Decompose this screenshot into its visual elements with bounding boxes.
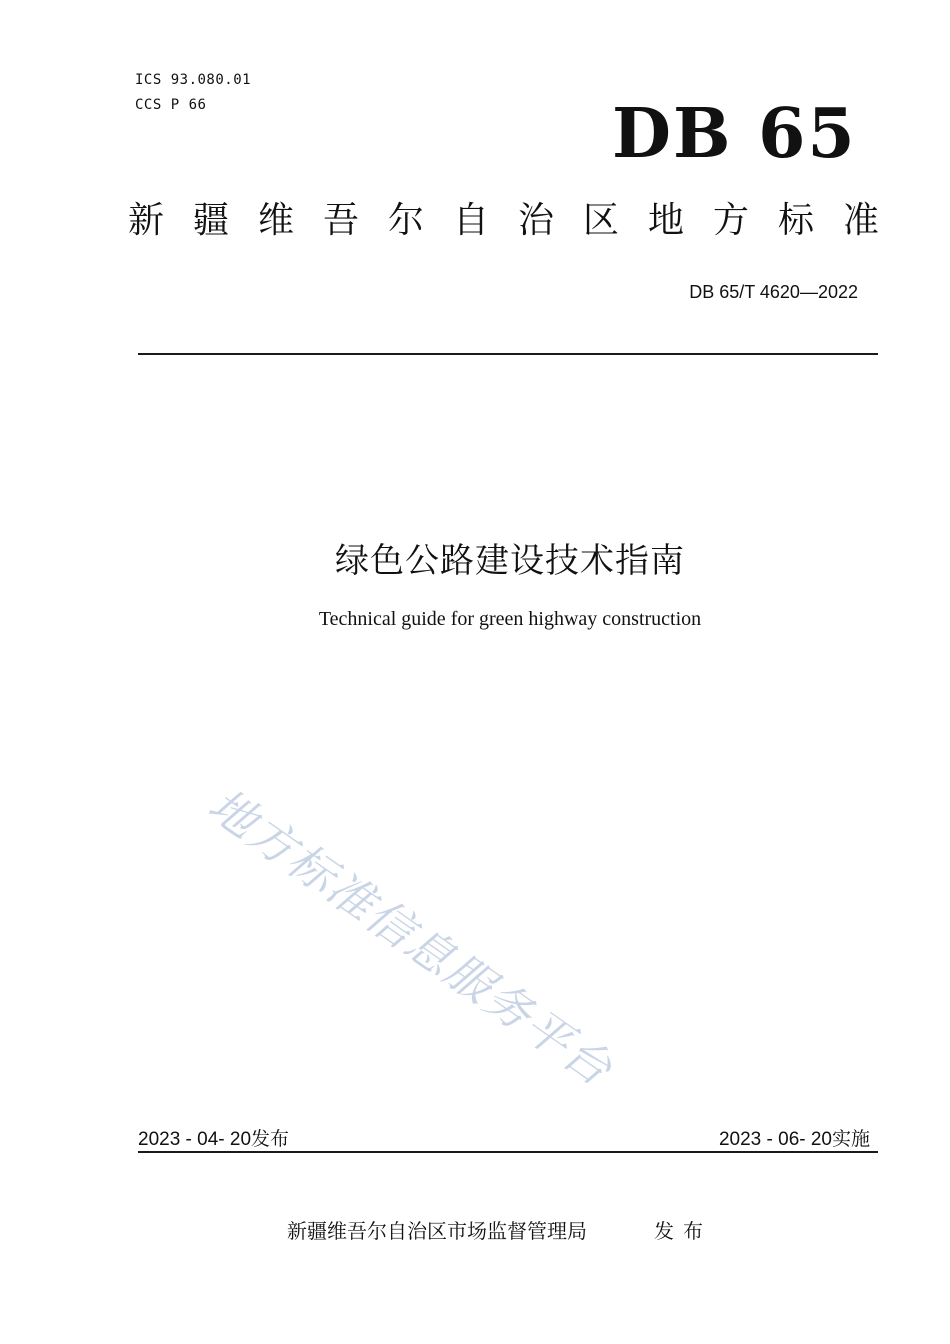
issuing-authority: 新疆维吾尔自治区市场监督管理局 bbox=[287, 1219, 587, 1243]
db-logo: DB 65 bbox=[612, 94, 857, 174]
ccs-code: CCS P 66 bbox=[135, 97, 207, 113]
standard-type-heading: 新疆维吾尔自治区地方标准 bbox=[128, 200, 909, 241]
issue-date: 2023 - 04- 20发布 bbox=[138, 1129, 290, 1150]
standard-number: DB 65/T 4620—2022 bbox=[689, 282, 858, 302]
document-title-chinese: 绿色公路建设技术指南 bbox=[335, 541, 685, 581]
watermark: 地方标准信息服务平台 bbox=[198, 777, 624, 1097]
bottom-divider bbox=[138, 1151, 878, 1153]
top-divider bbox=[138, 353, 878, 355]
implementation-date: 2023 - 06- 20实施 bbox=[718, 1129, 870, 1150]
issue-label: 发布 bbox=[654, 1219, 712, 1243]
document-title-english: Technical guide for green highway construction bbox=[318, 608, 702, 630]
ics-code: ICS 93.080.01 bbox=[135, 72, 252, 88]
